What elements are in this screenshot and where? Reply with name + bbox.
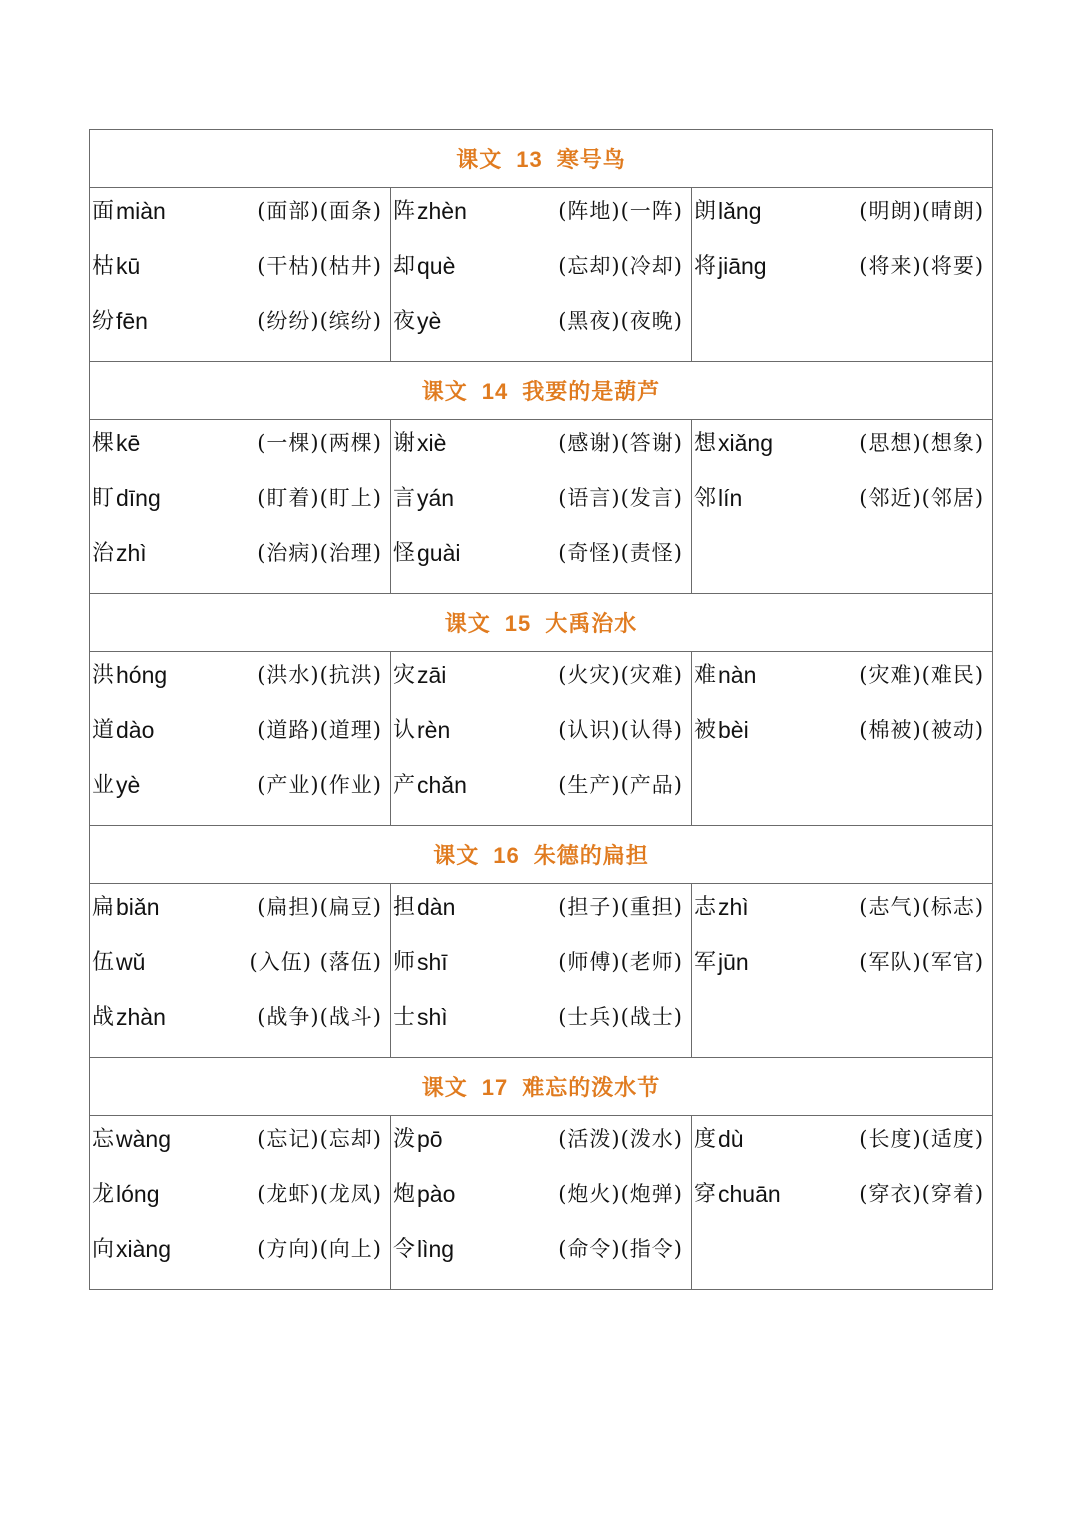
vocab-pinyin: shì xyxy=(417,1004,448,1030)
vocab-example-words: (干枯)(枯井) xyxy=(257,254,382,278)
vocab-example-words: (阵地)(一阵) xyxy=(558,199,683,223)
lesson-number: 15 xyxy=(504,611,532,636)
vocab-example-words: (师傅)(老师) xyxy=(558,950,683,974)
vocab-entry xyxy=(692,239,992,294)
vocab-entry xyxy=(391,1112,691,1167)
vocab-character: 道 xyxy=(92,718,115,743)
vocab-character: 怪 xyxy=(393,541,416,566)
word-column xyxy=(692,420,993,594)
lesson-number: 13 xyxy=(516,147,543,172)
vocab-pinyin: chuān xyxy=(718,1181,781,1207)
vocab-pinyin: zhàn xyxy=(116,1004,166,1030)
vocab-example-words: (命令)(指令) xyxy=(558,1237,683,1261)
vocab-example-words: (纷纷)(缤纷) xyxy=(257,309,382,333)
vocab-character: 认 xyxy=(393,718,416,743)
lesson-title xyxy=(90,826,993,884)
vocab-entry xyxy=(90,758,390,813)
vocab-example-words: (活泼)(泼水) xyxy=(558,1127,683,1151)
lesson-name: 难忘的泼水节 xyxy=(522,1075,661,1101)
lesson-name: 大禹治水 xyxy=(545,611,638,637)
vocab-character: 产 xyxy=(393,773,416,798)
vocab-entry xyxy=(391,184,691,239)
vocab-pinyin: biǎn xyxy=(116,894,160,920)
vocab-character: 师 xyxy=(393,950,416,975)
vocab-example-words: (忘却)(冷却) xyxy=(558,254,683,278)
vocab-entry xyxy=(692,416,992,471)
vocab-pinyin: miàn xyxy=(116,198,166,224)
vocab-pinyin: shī xyxy=(417,949,448,975)
vocab-example-words: (炮火)(炮弹) xyxy=(558,1182,683,1206)
vocab-pinyin: dīng xyxy=(116,485,161,511)
vocab-example-words: (灾难)(难民) xyxy=(859,663,985,687)
vocab-pinyin: pō xyxy=(417,1126,443,1152)
vocab-pinyin: lìng xyxy=(417,1236,455,1262)
vocab-example-words: (思想)(想象) xyxy=(859,431,985,455)
vocab-example-words: (洪水)(抗洪) xyxy=(257,663,382,687)
vocab-character: 向 xyxy=(92,1237,115,1262)
vocab-entry xyxy=(391,703,691,758)
vocab-character: 志 xyxy=(694,895,717,920)
vocab-example-words: (生产)(产品) xyxy=(558,773,683,797)
vocab-entry xyxy=(391,416,691,471)
vocab-entry xyxy=(90,1222,390,1277)
vocab-entry xyxy=(391,526,691,581)
vocab-character: 被 xyxy=(694,718,717,743)
vocab-character: 士 xyxy=(393,1005,416,1030)
lesson-title-row xyxy=(90,1058,993,1116)
vocab-character: 忘 xyxy=(92,1127,115,1152)
lesson-words-row xyxy=(90,1116,993,1290)
vocab-entry xyxy=(90,184,390,239)
vocab-example-words: (志气)(标志) xyxy=(859,895,985,919)
vocab-pinyin: xiàng xyxy=(116,1236,171,1262)
vocab-character: 夜 xyxy=(393,309,416,334)
word-column xyxy=(90,420,391,594)
vocab-character: 邻 xyxy=(694,486,717,511)
vocab-pinyin: hóng xyxy=(116,662,168,688)
vocab-example-words: (感谢)(答谢) xyxy=(558,431,683,455)
vocab-entry xyxy=(90,239,390,294)
vocab-character: 洪 xyxy=(92,663,115,688)
vocab-entry xyxy=(692,1167,992,1222)
vocab-pinyin: dù xyxy=(718,1126,744,1152)
vocab-entry xyxy=(692,880,992,935)
vocab-entry xyxy=(90,990,390,1045)
vocab-pinyin: zāi xyxy=(417,662,447,688)
vocab-pinyin: xiǎng xyxy=(718,430,773,456)
vocab-pinyin: jiāng xyxy=(718,253,767,279)
vocab-entry xyxy=(692,471,992,526)
word-column xyxy=(90,1116,391,1290)
vocab-pinyin: fēn xyxy=(116,308,148,334)
lesson-title-prefix: 课文 xyxy=(421,1075,468,1101)
lesson-name: 寒号鸟 xyxy=(556,147,626,173)
vocab-pinyin: lóng xyxy=(116,1181,160,1207)
lesson-title-row xyxy=(90,826,993,884)
vocab-pinyin: kū xyxy=(116,253,141,279)
vocab-pinyin: rèn xyxy=(417,717,451,743)
vocab-entry xyxy=(391,935,691,990)
lesson-title xyxy=(90,1058,993,1116)
vocab-character: 度 xyxy=(694,1127,717,1152)
vocab-entry xyxy=(90,526,390,581)
vocab-character: 战 xyxy=(92,1005,115,1030)
vocab-pinyin: zhì xyxy=(116,540,147,566)
vocab-example-words: (产业)(作业) xyxy=(257,773,382,797)
lesson-title xyxy=(90,362,993,420)
lesson-name: 朱德的扁担 xyxy=(533,843,649,869)
vocab-example-words: (长度)(适度) xyxy=(859,1127,985,1151)
lesson-title-row xyxy=(90,594,993,652)
vocab-pinyin: wǔ xyxy=(116,949,146,975)
vocab-pinyin: zhèn xyxy=(417,198,467,224)
word-column xyxy=(90,188,391,362)
vocab-entry xyxy=(90,1167,390,1222)
word-column xyxy=(391,420,692,594)
vocab-example-words: (火灾)(灾难) xyxy=(558,663,683,687)
vocab-example-words: (忘记)(忘却) xyxy=(257,1127,382,1151)
vocab-character: 纷 xyxy=(92,309,115,334)
lesson-words-row xyxy=(90,652,993,826)
vocab-example-words: (棉被)(被动) xyxy=(859,718,985,742)
vocab-character: 朗 xyxy=(694,199,717,224)
vocab-pinyin: què xyxy=(417,253,456,279)
vocab-entry xyxy=(692,184,992,239)
vocab-character: 却 xyxy=(393,254,416,279)
vocab-entry xyxy=(90,880,390,935)
vocab-entry xyxy=(391,1222,691,1277)
word-column xyxy=(692,652,993,826)
vocab-entry xyxy=(90,294,390,349)
lesson-title xyxy=(90,594,993,652)
vocab-example-words: (担子)(重担) xyxy=(558,895,683,919)
vocab-pinyin: yè xyxy=(116,772,141,798)
vocab-character: 穿 xyxy=(694,1182,717,1207)
vocab-entry xyxy=(90,471,390,526)
vocab-pinyin: wàng xyxy=(116,1126,171,1152)
vocab-character: 龙 xyxy=(92,1182,115,1207)
lesson-title xyxy=(90,130,993,188)
lesson-number: 16 xyxy=(493,843,520,868)
vocab-example-words: (黑夜)(夜晚) xyxy=(558,309,683,333)
vocab-example-words: (扁担)(扁豆) xyxy=(257,895,382,919)
vocab-example-words: (军队)(军官) xyxy=(859,950,985,974)
vocab-character: 业 xyxy=(92,773,115,798)
vocab-entry xyxy=(391,239,691,294)
lesson-title-row xyxy=(90,362,993,420)
vocab-entry xyxy=(391,471,691,526)
vocab-character: 枯 xyxy=(92,254,115,279)
vocab-entry xyxy=(90,1112,390,1167)
lesson-name: 我要的是葫芦 xyxy=(522,379,661,405)
vocab-character: 扁 xyxy=(92,895,115,920)
vocab-character: 灾 xyxy=(393,663,416,688)
lesson-words-row xyxy=(90,420,993,594)
word-column xyxy=(391,652,692,826)
vocab-character: 炮 xyxy=(393,1182,416,1207)
vocab-example-words: (道路)(道理) xyxy=(257,718,382,742)
vocab-example-words: (战争)(战斗) xyxy=(257,1005,382,1029)
vocab-entry xyxy=(90,703,390,758)
vocab-pinyin: chǎn xyxy=(417,772,467,798)
vocab-entry xyxy=(391,990,691,1045)
vocab-example-words: (将来)(将要) xyxy=(859,254,985,278)
vocab-character: 盯 xyxy=(92,486,115,511)
vocab-entry xyxy=(391,1167,691,1222)
vocab-pinyin: nàn xyxy=(718,662,757,688)
vocab-pinyin: bèi xyxy=(718,717,749,743)
vocab-pinyin: xiè xyxy=(417,430,447,456)
vocab-example-words: (明朗)(晴朗) xyxy=(859,199,985,223)
vocab-character: 伍 xyxy=(92,950,115,975)
vocab-pinyin: zhì xyxy=(718,894,749,920)
vocab-pinyin: lín xyxy=(718,485,743,511)
vocab-character: 阵 xyxy=(393,199,416,224)
vocab-entry xyxy=(90,935,390,990)
vocab-character: 令 xyxy=(393,1237,416,1262)
vocab-pinyin: jūn xyxy=(718,949,749,975)
vocab-pinyin: guài xyxy=(417,540,461,566)
vocab-character: 将 xyxy=(694,254,717,279)
vocab-example-words: (面部)(面条) xyxy=(257,199,382,223)
vocab-character: 棵 xyxy=(92,431,115,456)
vocabulary-table-body xyxy=(90,130,993,1290)
vocab-example-words: (一棵)(两棵) xyxy=(257,431,382,455)
vocab-example-words: (穿衣)(穿着) xyxy=(859,1182,985,1206)
vocab-entry xyxy=(391,880,691,935)
vocab-entry xyxy=(692,648,992,703)
vocab-example-words: (语言)(发言) xyxy=(558,486,683,510)
vocab-entry xyxy=(90,416,390,471)
word-column xyxy=(692,188,993,362)
vocab-pinyin: pào xyxy=(417,1181,456,1207)
vocab-example-words: (邻近)(邻居) xyxy=(859,486,985,510)
vocab-character: 担 xyxy=(393,895,416,920)
word-column xyxy=(90,884,391,1058)
vocab-character: 谢 xyxy=(393,431,416,456)
vocab-character: 难 xyxy=(694,663,717,688)
vocab-pinyin: lǎng xyxy=(718,198,762,224)
lesson-title-prefix: 课文 xyxy=(433,843,480,869)
word-column xyxy=(692,884,993,1058)
word-column xyxy=(391,884,692,1058)
vocab-character: 想 xyxy=(694,431,717,456)
vocab-entry xyxy=(391,294,691,349)
vocab-example-words: (认识)(认得) xyxy=(558,718,683,742)
lesson-words-row xyxy=(90,884,993,1058)
vocab-entry xyxy=(90,648,390,703)
vocab-entry xyxy=(391,648,691,703)
vocab-entry xyxy=(391,758,691,813)
vocab-pinyin: kē xyxy=(116,430,141,456)
vocab-character: 治 xyxy=(92,541,115,566)
vocab-entry xyxy=(692,935,992,990)
lesson-number: 14 xyxy=(481,379,509,404)
word-column xyxy=(90,652,391,826)
word-column xyxy=(692,1116,993,1290)
vocab-entry xyxy=(692,703,992,758)
vocab-character: 军 xyxy=(694,950,717,975)
vocab-character: 泼 xyxy=(393,1127,416,1152)
vocab-pinyin: yè xyxy=(417,308,442,334)
vocab-entry xyxy=(692,1112,992,1167)
vocab-pinyin: yán xyxy=(417,485,455,511)
lesson-number: 17 xyxy=(481,1075,509,1100)
vocab-pinyin: dào xyxy=(116,717,155,743)
vocab-example-words: (士兵)(战士) xyxy=(558,1005,683,1029)
vocab-example-words: (治病)(治理) xyxy=(257,541,382,565)
vocab-character: 言 xyxy=(393,486,416,511)
vocab-pinyin: dàn xyxy=(417,894,456,920)
word-column xyxy=(391,188,692,362)
vocab-example-words: (方向)(向上) xyxy=(257,1237,382,1261)
vocab-example-words: (入伍) (落伍) xyxy=(249,950,382,974)
word-column xyxy=(391,1116,692,1290)
lesson-title-prefix: 课文 xyxy=(444,611,491,637)
vocab-example-words: (盯着)(盯上) xyxy=(257,486,382,510)
vocab-example-words: (龙虾)(龙凤) xyxy=(257,1182,382,1206)
vocabulary-table xyxy=(89,129,993,1290)
lesson-title-prefix: 课文 xyxy=(421,379,468,405)
lesson-words-row xyxy=(90,188,993,362)
vocab-character: 面 xyxy=(92,199,115,224)
vocab-example-words: (奇怪)(责怪) xyxy=(558,541,683,565)
lesson-title-prefix: 课文 xyxy=(456,147,503,173)
lesson-title-row xyxy=(90,130,993,188)
